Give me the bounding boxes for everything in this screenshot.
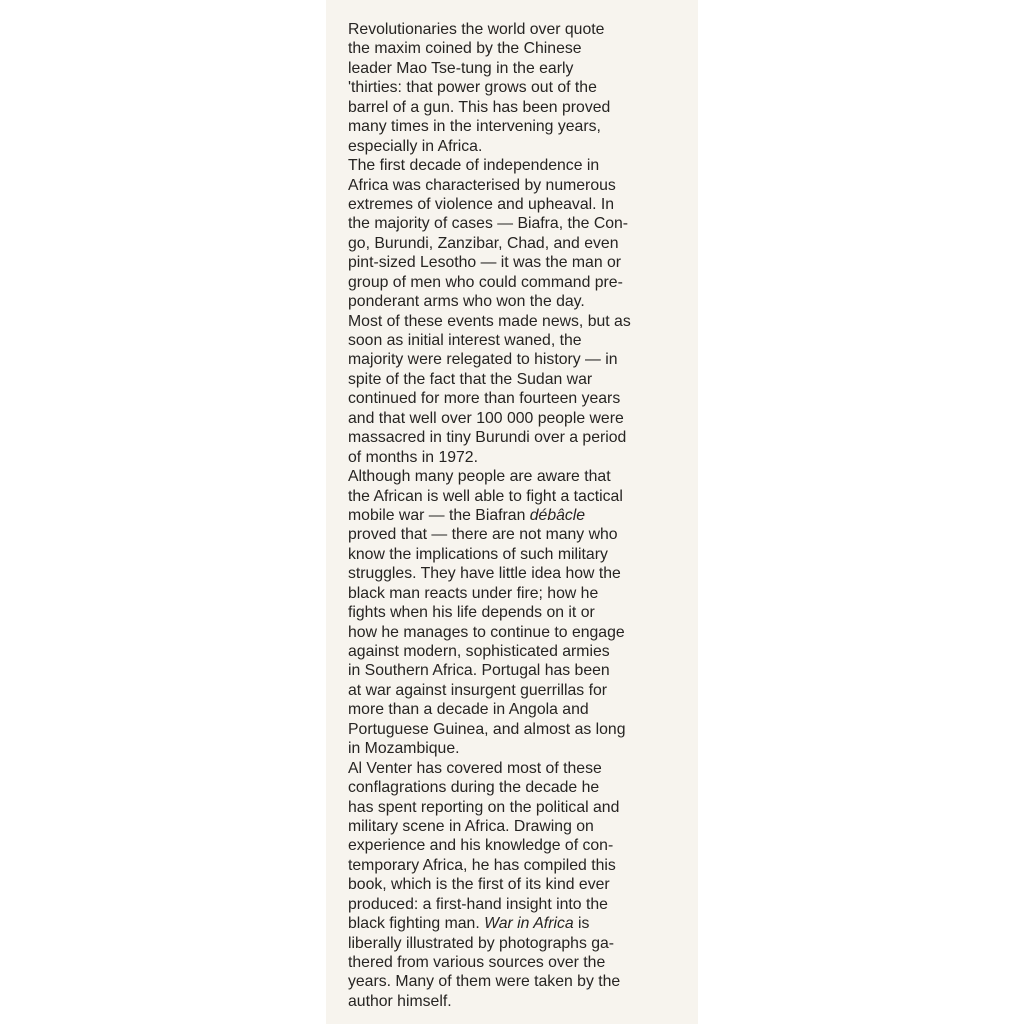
text-line: black man reacts under fire; how he — [348, 584, 599, 602]
text-line: years. Many of them were taken by the — [348, 973, 621, 991]
text-line: spite of the fact that the Sudan war — [348, 370, 593, 388]
text-line: majority were relegated to history — in — [348, 351, 618, 369]
text-line: in Southern Africa. Portugal has been — [348, 662, 610, 680]
text-line: more than a decade in Angola and — [348, 701, 589, 719]
text-line: extremes of violence and upheaval. In — [348, 195, 615, 213]
text-line: especially in Africa. — [348, 137, 483, 155]
text-line: at war against insurgent guerrillas for — [348, 681, 608, 699]
text-line: group of men who could command pre- — [348, 273, 623, 291]
text-line: many times in the intervening years, — [348, 118, 601, 136]
text-line: know the implications of such military — [348, 545, 608, 563]
text-segment: black fighting man. — [348, 915, 485, 933]
text-line: proved that — there are not many who — [348, 526, 618, 544]
text-line: the African is well able to fight a tactical — [348, 487, 623, 505]
text-line: has spent reporting on the political and — [348, 798, 620, 816]
text-line: massacred in tiny Burundi over a period — [348, 429, 627, 447]
text-line: barrel of a gun. This has been proved — [348, 98, 611, 116]
text-line: Most of these events made news, but as — [348, 312, 631, 330]
text-line: Revolutionaries the world over quote — [348, 21, 605, 38]
text-line — [348, 506, 688, 525]
text-line: conflagrations during the decade he — [348, 779, 600, 797]
text-line: go, Burundi, Zanzibar, Chad, and even — [348, 234, 619, 252]
text-line: pint-sized Lesotho — it was the man or — [348, 254, 622, 272]
text-line: soon as initial interest waned, the — [348, 332, 582, 349]
blurb-text — [348, 20, 688, 1011]
text-line: Al Venter has covered most of these — [348, 759, 602, 777]
text-line: leader Mao Tse-tung in the early — [348, 59, 574, 77]
text-line: the majority of cases — Biafra, the Con- — [348, 215, 629, 233]
text-line: how he manages to continue to engage — [348, 623, 625, 641]
text-line: 'thirties: that power grows out of the — [348, 79, 597, 97]
text-line: Portuguese Guinea, and almost as long — [348, 720, 626, 738]
text-line — [348, 914, 688, 933]
text-line: struggles. They have little idea how the — [348, 565, 621, 583]
text-line: temporary Africa, he has compiled this — [348, 856, 616, 874]
text-line: Although many people are aware that — [348, 468, 611, 486]
text-line: Africa was characterised by numerous — [348, 176, 616, 194]
text-line: military scene in Africa. Drawing on — [348, 817, 594, 835]
text-line: fights when his life depends on it or — [348, 604, 595, 622]
text-line: of months in 1972. — [348, 448, 478, 466]
text-line: continued for more than fourteen years — [348, 390, 621, 408]
text-line: the maxim coined by the Chinese — [348, 40, 582, 58]
italic-text: War in Africa — [484, 915, 574, 933]
text-segment: mobile war — the Biafran — [348, 506, 530, 524]
text-line: author himself. — [348, 992, 452, 1010]
text-line: produced: a first-hand insight into the — [348, 895, 608, 913]
text-line: experience and his knowledge of con- — [348, 837, 614, 855]
text-line: liberally illustrated by photographs ga- — [348, 934, 615, 952]
text-line: in Mozambique. — [348, 740, 460, 758]
text-line: and that well over 100 000 people were — [348, 409, 624, 427]
text-line: book, which is the first of its kind ever — [348, 876, 610, 894]
text-line: against modern, sophisticated armies — [348, 643, 610, 660]
italic-text: débâcle — [529, 506, 586, 524]
text-line: The first decade of independence in — [348, 157, 600, 175]
text-line: ponderant arms who won the day. — [348, 293, 585, 311]
text-segment: is — [573, 915, 590, 933]
text-line: thered from various sources over the — [348, 954, 606, 971]
